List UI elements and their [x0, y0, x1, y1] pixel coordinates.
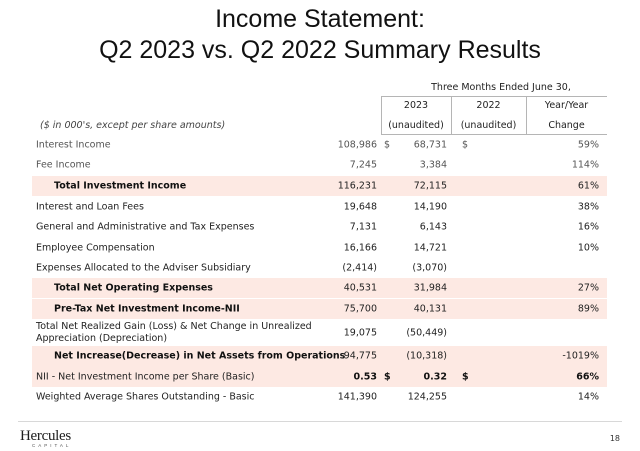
- value-2023: 40,531: [343, 282, 377, 294]
- row-label: Employee Compensation: [36, 242, 155, 253]
- value-change: 59%: [577, 139, 599, 151]
- value-change: 10%: [577, 242, 599, 253]
- logo-subtext: CAPITAL: [32, 443, 72, 448]
- value-change: 27%: [577, 282, 599, 294]
- value-2022: 14,190: [413, 201, 447, 212]
- value-change: 89%: [577, 303, 599, 315]
- header-top-line: [381, 96, 607, 97]
- value-change: 114%: [571, 159, 599, 171]
- column-header-2022: 2022: [476, 100, 501, 111]
- column-subheader-2023: (unaudited): [388, 120, 444, 131]
- value-2023: 141,390: [337, 391, 377, 403]
- row-label: Pre-Tax Net Investment Income-NII: [54, 303, 240, 315]
- logo-wordmark: Hercules: [20, 428, 71, 444]
- row-label: Net Increase(Decrease) in Net Assets from Operations: [54, 350, 346, 362]
- value-2023: 16,166: [343, 242, 377, 253]
- value-2022: 72,115: [413, 180, 447, 192]
- row-label: General and Administrative and Tax Expenses: [36, 221, 255, 233]
- table-row-net-increase: [32, 346, 607, 366]
- column-header-change: Year/Year: [544, 100, 589, 111]
- value-2023: 7,245: [349, 159, 377, 171]
- column-subheader-2022: (unaudited): [460, 120, 517, 131]
- table-row-expenses-allocated: [32, 258, 607, 278]
- currency-symbol: $: [462, 139, 469, 151]
- value-2023: 19,075: [343, 327, 377, 339]
- currency-symbol: $: [384, 371, 391, 382]
- value-2023: 7,131: [349, 221, 377, 233]
- period-header: Three Months Ended June 30,: [431, 82, 571, 93]
- value-2022: (50,449): [406, 327, 447, 339]
- value-change: 66%: [576, 371, 599, 382]
- units-note: ($ in 000's, except per share amounts): [40, 120, 226, 131]
- table-row-nii-per-share: [32, 366, 607, 387]
- value-2023: 94,775: [343, 350, 377, 362]
- column-subheader-change: Change: [548, 120, 585, 131]
- title-line-2: Q2 2023 vs. Q2 2022 Summary Results: [99, 36, 541, 64]
- value-2022: 40,131: [413, 303, 447, 315]
- row-label: Expenses Allocated to the Adviser Subsidiary: [36, 262, 251, 274]
- value-2022: 14,721: [413, 242, 447, 253]
- slide-title: [0, 4, 640, 66]
- table-row-realized-gain-loss: [32, 320, 607, 346]
- currency-symbol: $: [462, 371, 469, 382]
- value-2022: 124,255: [407, 391, 447, 403]
- table-row-total-net-operating-expenses: [32, 278, 607, 298]
- footer-divider: [18, 421, 622, 422]
- value-change: -1019%: [562, 350, 599, 362]
- table-row-pretax-nii: [32, 299, 607, 319]
- value-2022: 6,143: [419, 221, 447, 233]
- table-row-total-investment-income: [32, 176, 607, 196]
- row-label: Total Net Operating Expenses: [54, 282, 213, 294]
- value-2023: 108,986: [337, 139, 377, 151]
- title-line-1: Income Statement:: [215, 5, 425, 33]
- page-number: 18: [609, 434, 620, 443]
- table-row-interest-income: [32, 135, 607, 155]
- value-change: 61%: [577, 180, 599, 192]
- table-row-weighted-average-shares: [32, 387, 607, 407]
- currency-symbol: $: [384, 139, 391, 151]
- value-2023: 0.53: [353, 371, 377, 382]
- company-logo: [20, 428, 71, 448]
- row-label: Interest and Loan Fees: [36, 201, 144, 212]
- table-row-g-and-a-expenses: [32, 217, 607, 237]
- value-2022: (3,070): [412, 262, 447, 274]
- value-2023: 19,648: [343, 201, 377, 212]
- row-label: Fee Income: [36, 159, 91, 171]
- value-2023: 75,700: [343, 303, 377, 315]
- value-2022: 0.32: [423, 371, 447, 382]
- row-label: Total Net Realized Gain (Loss) & Net Change in Unrealized Appreciation (Depreciation): [36, 321, 312, 344]
- value-2023: (2,414): [342, 262, 377, 274]
- row-label: Total Investment Income: [54, 180, 187, 192]
- column-header-2023: 2023: [403, 100, 429, 111]
- table-row-fee-income: [32, 155, 607, 175]
- row-label: Weighted Average Shares Outstanding - Basic: [36, 391, 255, 403]
- value-2022: 31,984: [413, 282, 447, 294]
- value-change: 14%: [577, 391, 599, 403]
- table-row-interest-loan-fees: [32, 196, 607, 217]
- value-2022: 3,384: [419, 159, 447, 171]
- value-2023: 116,231: [337, 180, 377, 192]
- value-2022: 68,731: [413, 139, 447, 151]
- value-2022: (10,318): [406, 350, 447, 362]
- row-label: Interest Income: [36, 139, 111, 151]
- value-change: 16%: [577, 221, 599, 233]
- row-label: NII - Net Investment Income per Share (Basic): [36, 371, 255, 382]
- value-change: 38%: [577, 201, 599, 212]
- table-row-employee-compensation: [32, 237, 607, 258]
